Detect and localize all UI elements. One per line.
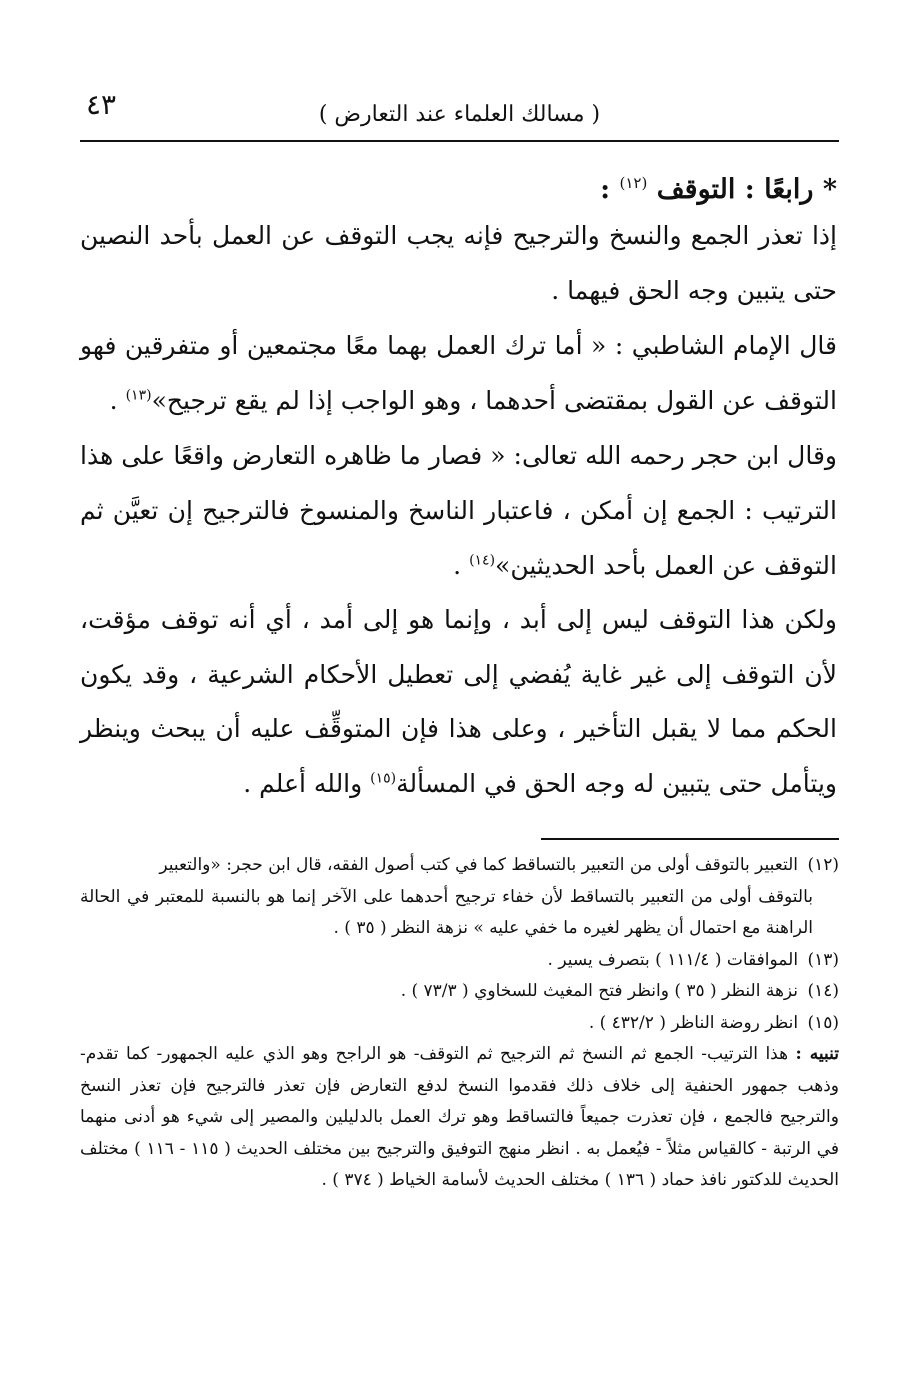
- heading-text: * رابعًا : التوقف: [656, 174, 837, 205]
- footnote: [80, 850, 839, 945]
- paragraph-tail: والله أعلم .: [243, 768, 371, 798]
- footnote-number: (١٢): [807, 855, 839, 875]
- footnote-text: نزهة النظر ( ٣٥ ) وانظر فتح المغيث للسخاوي ( ٧٣/٣ ) .: [400, 981, 799, 1001]
- header-rule: [80, 140, 839, 142]
- footnote-ref[interactable]: (١٥): [370, 770, 397, 787]
- paragraph: [80, 593, 837, 811]
- paragraph-text: قال الإمام الشاطبي : « أما ترك العمل بهما معًا مجتمعين أو متفرقين فهو التوقف عن القول بمقتضى أحدهما ، وهو الواجب إذا لم يقع ترجيح»: [80, 331, 837, 415]
- footnote-text: الموافقات ( ١١١/٤ ) بتصرف يسير .: [547, 949, 799, 970]
- footnote-text: انظر روضة الناظر ( ٤٣٢/٢ ) .: [588, 1012, 799, 1033]
- main-text: [80, 158, 837, 811]
- paragraph-text: ولكن هذا التوقف ليس إلى أبد ، وإنما هو إلى أمد ، أي أنه توقف مؤقت، لأن التوقف إلى غير غاية يُفضي إلى تعطيل الأحكام الشرعية ، وقد يكون الحكم مما لا يقبل التأخير ، وعلى هذا فإن المتوقِّف عليه أن يبحث وينظر ويتأمل حتى يتبين له وجه الحق في المسألة: [80, 605, 837, 798]
- section-heading: [80, 158, 837, 208]
- page-number: ٤٣: [86, 88, 117, 121]
- paragraph-text: وقال ابن حجر رحمه الله تعالى: « فصار ما ظاهره التعارض واقعًا على هذا الترتيب : الجمع إن أمكن ، فاعتبار الناسخ والمنسوخ فالترجيح إن تعيَّن ثم التوقف عن العمل بأحد الحديثين»: [80, 441, 837, 580]
- footnote-text: التعبير بالتوقف أولى من التعبير بالتساقط كما في كتب أصول الفقه، قال ابن حجر: «والتعبير: [159, 855, 799, 875]
- footnote-text-continued: بالتوقف أولى من التعبير بالتساقط لأن خفاء ترجيح أحدهما على الآخر إنما هو بالنسبة للمعتبر في الحالة الراهنة مع احتمال أن يظهر لغيره ما خفي عليه » نزهة النظر ( ٣٥ ) .: [80, 886, 813, 938]
- footnote-ref[interactable]: (١٢): [619, 174, 648, 192]
- footnote: [80, 945, 839, 977]
- paragraph-tail: .: [109, 386, 126, 415]
- footnotes: [80, 850, 839, 1197]
- tanbih-note: [80, 1039, 839, 1197]
- footnote: [80, 1008, 839, 1040]
- footnote-number: (١٤): [807, 981, 839, 1001]
- footnote: [80, 976, 839, 1008]
- heading-tail: :: [600, 174, 620, 205]
- paragraph: [80, 428, 837, 593]
- running-title: ( مسالك العلماء عند التعارض ): [318, 102, 601, 127]
- paragraph-text: إذا تعذر الجمع والنسخ والترجيح فإنه يجب التوقف عن العمل بأحد النصين حتى يتبين وجه الحق فيهما .: [80, 221, 837, 305]
- footnote-number: (١٣): [807, 949, 839, 970]
- footnote-ref[interactable]: (١٤): [469, 552, 496, 569]
- tanbih-text: هذا الترتيب- الجمع ثم النسخ ثم الترجيح ثم التوقف- هو الراجح وهو الذي عليه الجمهور- كما تقدم- وذهب جمهور الحنفية إلى خلاف ذلك فقدموا النسخ لدفع التعارض فإن تعذر فالترجيح فإن تعذر النسخ والترجيح فالجمع ، فإن تعذرت جميعاً فالتساقط وهو ترك العمل بالدليلين والمصير إلى شيء هو أدنى منهما في الرتبة - كالقياس مثلاً - فيُعمل به . انظر منهج التوفيق والترجيح بين مختلف الحديث ( ١١٥ - ١١٦ ) مختلف الحديث للدكتور نافذ حماد ( ١٣٦ ) مختلف الحديث لأسامة الخياط ( ٣٧٤ ) .: [80, 1044, 839, 1190]
- footnote-number: (١٥): [807, 1012, 839, 1033]
- paragraph: [80, 318, 837, 428]
- footnote-separator: [541, 838, 839, 840]
- page-header: [80, 88, 839, 146]
- paragraph-tail: .: [453, 551, 470, 580]
- tanbih-label: تنبيه :: [795, 1044, 839, 1064]
- footnote-ref[interactable]: (١٣): [125, 387, 152, 404]
- paragraph: [80, 208, 837, 318]
